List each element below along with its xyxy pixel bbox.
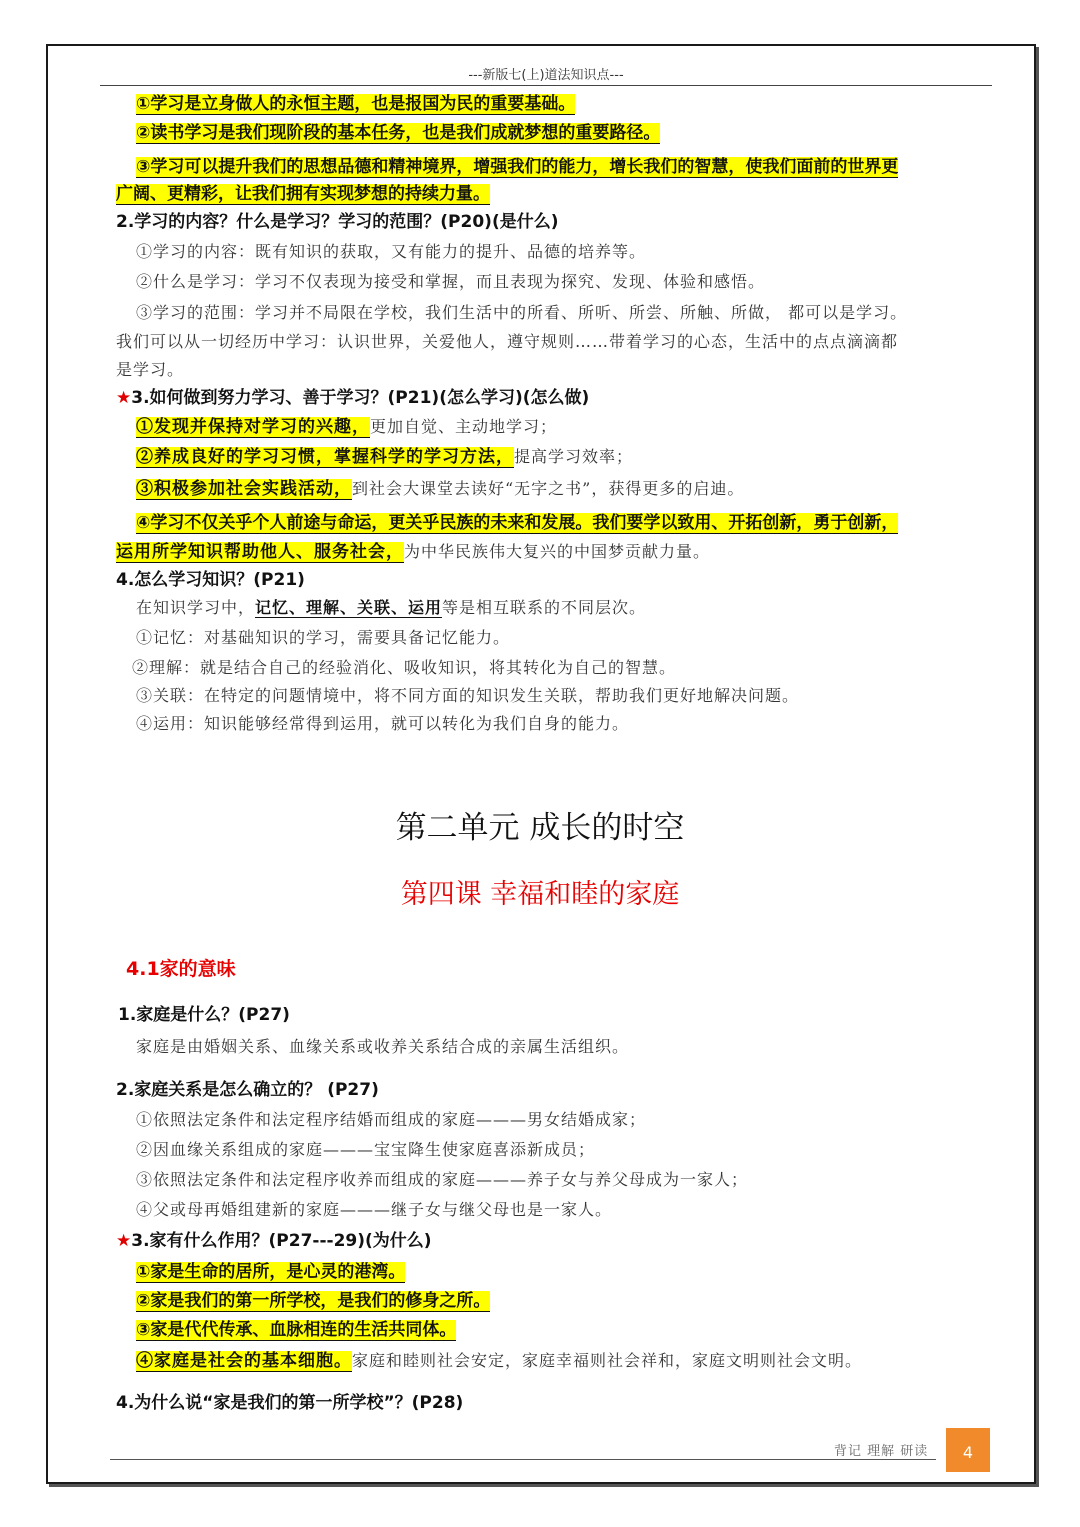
text-line: 家庭是由婚姻关系、血缘关系或收养关系结合成的亲属生活组织。 <box>136 1037 630 1056</box>
text-line: ②因血缘关系组成的家庭———宝宝降生使家庭喜添新成员； <box>136 1140 596 1159</box>
text-line: ④运用：知识能够经常得到运用，就可以转化为我们自身的能力。 <box>136 714 630 733</box>
question-heading: 1.家庭是什么？(P27) <box>118 1005 290 1025</box>
lesson-title: 第四课 幸福和睦的家庭 <box>400 879 680 910</box>
question-heading: 4.为什么说“家是我们的第一所学校”？(P28) <box>116 1393 464 1413</box>
text-line: ②读书学习是我们现阶段的基本任务，也是我们成就梦想的重要路径。 <box>136 123 661 143</box>
text-line: ②养成良好的学习习惯，掌握科学的学习方法，提高学习效率； <box>136 447 634 467</box>
section-title: 4.1家的意味 <box>126 958 236 980</box>
star-icon: ★ <box>116 1231 132 1251</box>
text-line: ③积极参加社会实践活动，到社会大课堂去读好“无字之书”，获得更多的启迪。 <box>136 479 745 499</box>
question-heading: ★3.家有什么作用？(P27---29)(为什么) <box>116 1231 432 1251</box>
text-line: 我们可以从一切经历中学习：认识世界，关爱他人，遵守规则……带着学习的心态，生活中的点点滴滴都 <box>116 332 899 351</box>
question-heading: 2.家庭关系是怎么确立的？ (P27) <box>116 1080 379 1100</box>
text-line: ③依照法定条件和法定程序收养而组成的家庭———养子女与养父母成为一家人； <box>136 1170 749 1189</box>
text-line: ②家是我们的第一所学校，是我们的修身之所。 <box>136 1291 491 1311</box>
text-line: ②理解：就是结合自己的经验消化、吸收知识，将其转化为自己的智慧。 <box>132 658 677 677</box>
text-line: ①学习是立身做人的永恒主题，也是报国为民的重要基础。 <box>136 94 576 114</box>
text-line: ①家是生命的居所，是心灵的港湾。 <box>136 1262 406 1282</box>
star-icon: ★ <box>116 388 132 408</box>
text-line: 在知识学习中，记忆、理解、关联、运用等是相互联系的不同层次。 <box>136 598 647 617</box>
footer-divider <box>110 1459 936 1460</box>
question-heading: ★3.如何做到努力学习、善于学习？(P21)(怎么学习)(怎么做) <box>116 388 590 408</box>
page-number: 4 <box>946 1428 990 1472</box>
text-line: 广阔、更精彩，让我们拥有实现梦想的持续力量。 <box>116 184 490 204</box>
text-line: 运用所学知识帮助他人、服务社会，为中华民族伟大复兴的中国梦贡献力量。 <box>116 542 711 562</box>
question-heading: 2.学习的内容？什么是学习？学习的范围？(P20)(是什么) <box>116 212 559 232</box>
unit-title: 第二单元 成长的时空 <box>395 810 685 846</box>
text-line: ④父或母再婚组建新的家庭———继子女与继父母也是一家人。 <box>136 1200 613 1219</box>
text-line: ③学习可以提升我们的思想品德和精神境界，增强我们的能力，增长我们的智慧，使我们面前的世界更 <box>136 157 899 177</box>
text-line: ④学习不仅关乎个人前途与命运，更关乎民族的未来和发展。我们要学以致用、开拓创新，勇于创新， <box>136 513 899 533</box>
text-line: ②什么是学习：学习不仅表现为接受和掌握，而且表现为探究、发现、体验和感悟。 <box>136 272 766 291</box>
question-heading: 4.怎么学习知识？(P21) <box>116 570 305 590</box>
text-line: ④家庭是社会的基本细胞。家庭和睦则社会安定，家庭幸福则社会祥和，家庭文明则社会文明。 <box>136 1351 863 1371</box>
text-line: ①发现并保持对学习的兴趣，更加自觉、主动地学习； <box>136 417 558 437</box>
page-header: ---新版七(上)道法知识点--- <box>100 64 992 86</box>
text-line: ①依照法定条件和法定程序结婚而组成的家庭———男女结婚成家； <box>136 1110 647 1129</box>
text-line: ③家是代代传承、血脉相连的生活共同体。 <box>136 1320 457 1340</box>
text-line: 是学习。 <box>116 360 185 379</box>
text-line: ①学习的内容：既有知识的获取，又有能力的提升、品德的培养等。 <box>136 242 647 261</box>
footer-slogan: 背记 理解 研读 <box>834 1444 929 1459</box>
text-line: ③学习的范围：学习并不局限在学校，我们生活中的所看、所听、所尝、所触、所做， 都可以是学习。 <box>136 303 908 322</box>
text-line: ①记忆：对基础知识的学习，需要具备记忆能力。 <box>136 628 511 647</box>
text-line: ③关联：在特定的问题情境中，将不同方面的知识发生关联，帮助我们更好地解决问题。 <box>136 686 800 705</box>
